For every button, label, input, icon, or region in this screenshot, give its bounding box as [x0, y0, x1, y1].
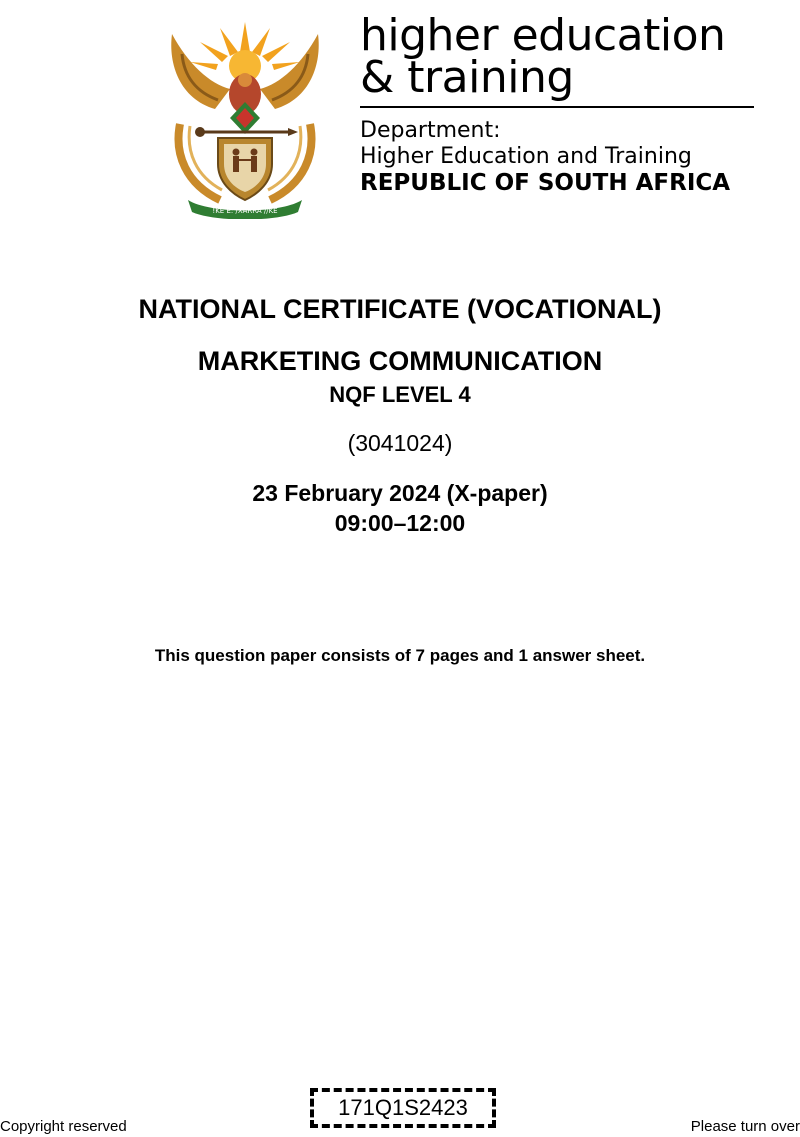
turn-over-notice: Please turn over	[690, 1118, 800, 1135]
copyright-notice: Copyright reserved	[0, 1118, 127, 1135]
subject-code: (3041024)	[347, 430, 453, 456]
country-name: REPUBLIC OF SOUTH AFRICA	[360, 170, 731, 196]
certificate-title: NATIONAL CERTIFICATE (VOCATIONAL)	[138, 294, 662, 324]
exam-time: 09:00–12:00	[334, 510, 466, 536]
brand-line-1: higher education	[360, 10, 726, 61]
pages-note: This question paper consists of 7 pages and 1 answer sheet.	[154, 646, 646, 665]
nqf-level: NQF LEVEL 4	[329, 382, 471, 407]
brand-divider	[360, 106, 754, 108]
exam-date: 23 February 2024 (X-paper)	[252, 480, 548, 506]
department-label: Department:	[360, 118, 501, 143]
paper-code-box: 171Q1S2423	[310, 1088, 496, 1128]
crest-motto: !KE E: /XARRA //KE	[212, 207, 278, 215]
document-header	[0, 0, 800, 230]
subject-title: MARKETING COMMUNICATION	[197, 346, 603, 376]
brand-line-2: & training	[360, 52, 574, 103]
coat-of-arms-logo	[160, 14, 330, 219]
department-name: Higher Education and Training	[360, 144, 692, 169]
